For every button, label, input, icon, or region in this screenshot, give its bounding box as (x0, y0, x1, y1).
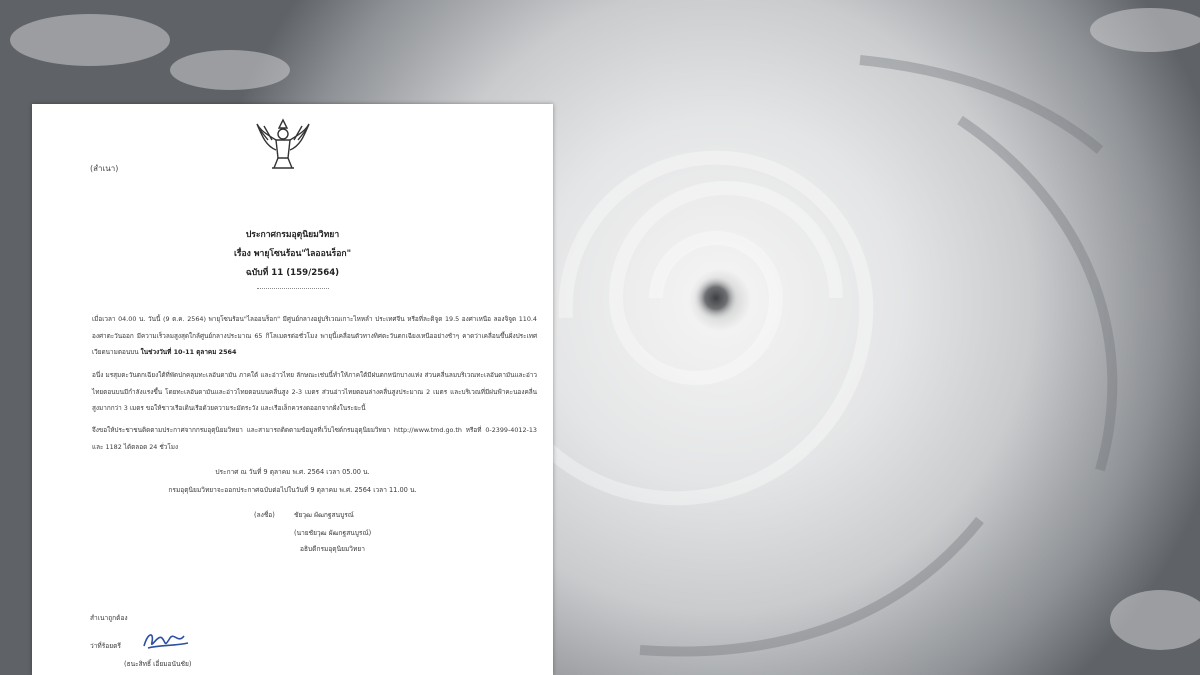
paragraph-2: อนึ่ง มรสุมตะวันตกเฉียงใต้ที่พัดปกคลุมทะเลอันดามัน ภาคใต้ และอ่าวไทย ลักษณะเช่นนี้ทำให้ภาคใต้มีฝนตกหนักบางแห่ง ส่วนคลื่นลมบริเวณทะเลอันดามันและอ่าวไทยตอนบนมีกำลังแรงขึ้น โดยทะเลอันดามันและอ่าวไทยตอนบนคลื่นสูง 2-3 เมตร ส่วนอ่าวไทยตอนล่างคลื่นสูงประมาณ 2 เมตร และบริเวณที่มีฝนฟ้าคะนองคลื่นสูงมากกว่า 3 เมตร ขอให้ชาวเรือเดินเรือด้วยความระมัดระวัง และเรือเล็กควรงดออกจากฝั่งในระยะนี้ (92, 371, 537, 412)
signed-prefix: (ลงชื่อ) (254, 511, 275, 519)
announcement-date: ประกาศ ณ วันที่ 9 ตุลาคม พ.ศ. 2564 เวลา 05.00 น. (215, 468, 370, 476)
garuda-emblem-icon (254, 116, 312, 174)
signer-name: ชัยวุฒ ผัฒกฐสนบูรณ์ (294, 511, 354, 519)
document-subject: เรื่อง พายุโซนร้อน"ไลออนร็อก" (233, 249, 352, 259)
paragraph-1-emphasis: ในช่วงวันที่ 10-11 ตุลาคม 2564 (140, 348, 237, 356)
signer-title: อธิบดีกรมอุตุนิยมวิทยา (300, 545, 365, 553)
title-divider (257, 288, 329, 289)
document-issue: ฉบับที่ 11 (159/2564) (245, 268, 340, 278)
paragraph-1-text: เมื่อเวลา 04.00 น. วันนี้ (9 ต.ค. 2564) พายุโซนร้อน"ไลออนร็อก" มีศูนย์กลางอยู่บริเวณเกาะไหหลำ ประเทศจีน หรือที่ละติจูด 19.5 องศาเหนือ ลองจิจูด 110.4 องศาตะวันออก มีความเร็วลมสูงสุดใกล้ศูนย์กลางประมาณ 65 กิโลเมตรต่อชั่วโมง พายุนี้เคลื่อนตัวทางทิศตะวันตกเฉียงเหนืออย่างช้าๆ คาดว่าเคลื่อนขึ้นฝั่งประเทศเวียดนามตอนบน (92, 315, 537, 356)
handwritten-signature-icon (140, 628, 190, 652)
announcement-document (32, 104, 553, 675)
certifier-role: ว่าที่ร้อยตรี (90, 642, 121, 650)
signer-full-name: (นายชัยวุฒ ผัฒกฐสนบูรณ์) (294, 529, 372, 537)
document-title: ประกาศกรมอุตุนิยมวิทยา (245, 230, 340, 240)
title-block (32, 226, 553, 283)
paragraph-1 (92, 311, 537, 361)
certified-label: สำเนาถูกต้อง (90, 614, 128, 622)
paragraph-3: จึงขอให้ประชาชนติดตามประกาศจากกรมอุตุนิยมวิทยา และสามารถติดตามข้อมูลที่เว็บไซต์กรมอุตุนิยมวิทยา http://www.tmd.go.th หรือที่ 0-2399-4012-13 และ 1182 ได้ตลอด 24 ชั่วโมง (92, 426, 537, 451)
copy-mark: (สำเนา) (90, 164, 119, 173)
next-issue-note: กรมอุตุนิยมวิทยาจะออกประกาศฉบับต่อไปในวันที่ 9 ตุลาคม พ.ศ. 2564 เวลา 11.00 น. (168, 486, 417, 494)
certifier-name: (ธนะสิทธิ์ เอี่ยมอนันชัย) (124, 660, 192, 668)
